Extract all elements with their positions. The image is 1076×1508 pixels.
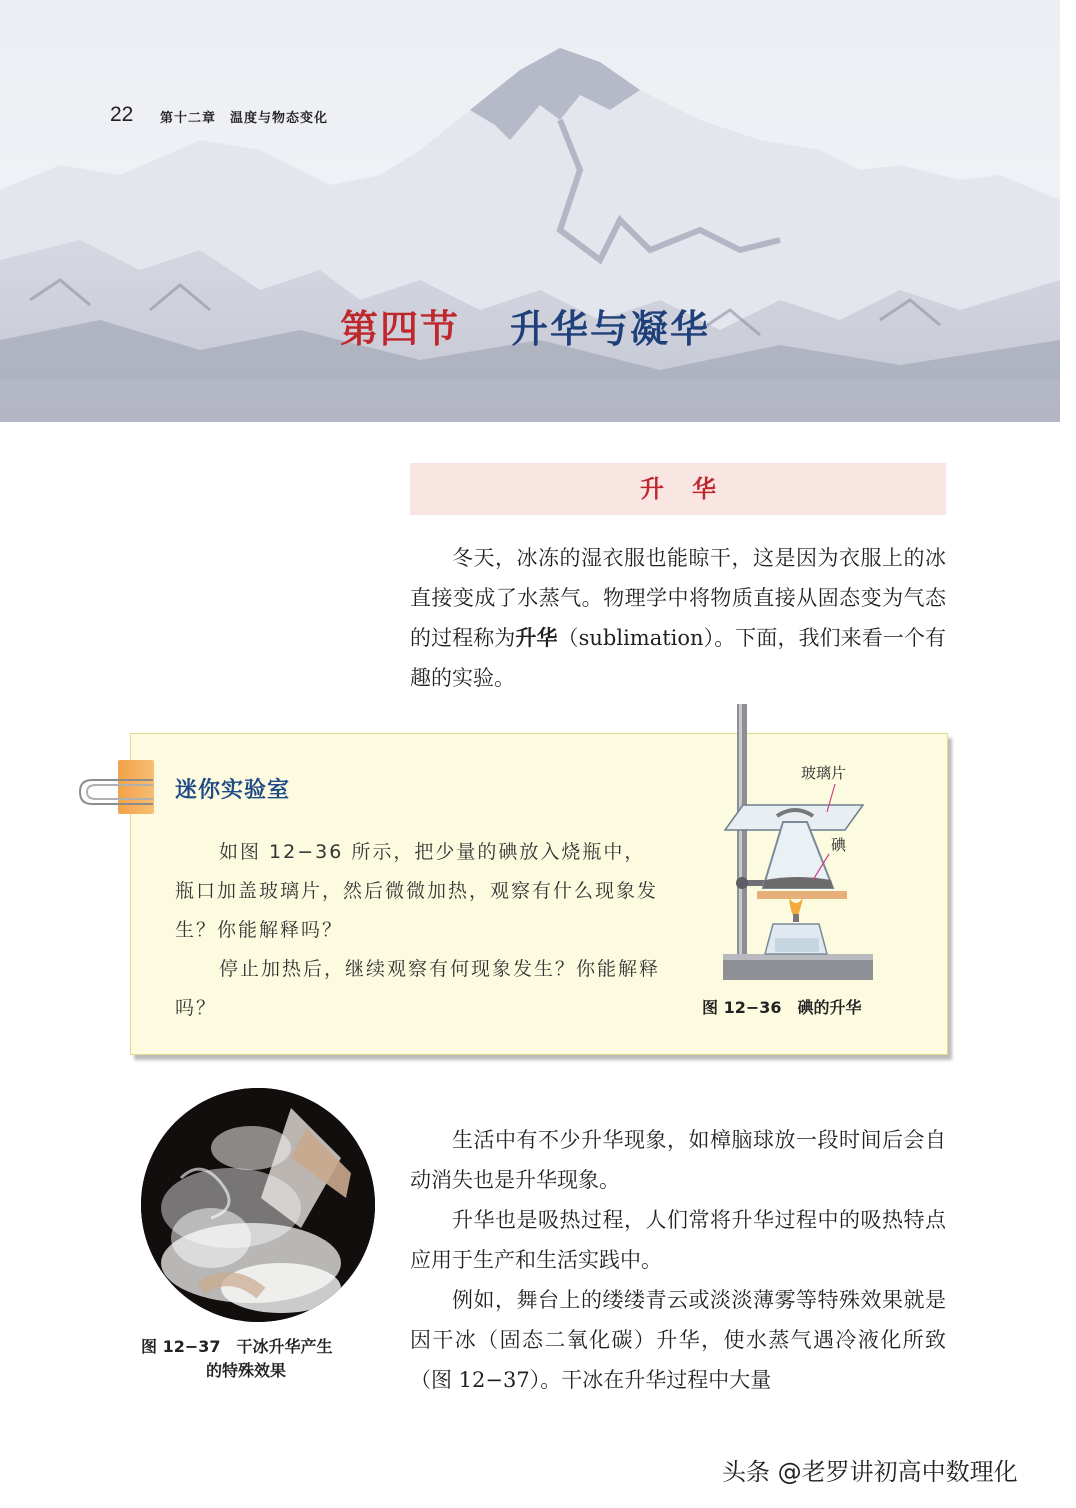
section-title: 升华与凝华 [510, 307, 711, 351]
dry-ice-sublimation-photo [141, 1088, 375, 1322]
figure-12-36-caption: 图 12−36 碘的升华 [702, 998, 862, 1017]
mini-lab-paragraph: 停止加热后，继续观察有何现象发生？你能解释吗？ [175, 958, 661, 1019]
mini-lab-title: 迷你实验室 [175, 778, 291, 803]
intro-text-after: （sublimation）。下面，我们来看一个有趣的实验。 [410, 626, 946, 690]
body-paragraph: 生活中有不少升华现象，如樟脑球放一段时间后会自动消失也是升华现象。 [410, 1128, 946, 1192]
figure-12-37-caption-line1: 图 12−37 干冰升华产生 [141, 1337, 333, 1356]
iodine-sublimation-apparatus-image [715, 702, 875, 982]
body-paragraph: 例如，舞台上的缕缕青云或淡淡薄雾等特殊效果就是因干冰（固态二氧化碳）升华，使水蒸气遇冷液化所致（图 12−37）。干冰在升华过程中大量 [410, 1288, 946, 1392]
term-sublimation: 升华 [515, 626, 558, 650]
watermark: 头条 @老罗讲初高中数理化 [722, 1458, 1018, 1486]
body-text [410, 1120, 946, 1400]
body-paragraph: 升华也是吸热过程，人们常将升华过程中的吸热特点应用于生产和生活实践中。 [410, 1208, 946, 1272]
figure-12-37-caption-line2: 的特殊效果 [206, 1361, 287, 1380]
dry-ice-image [141, 1088, 375, 1322]
chapter-header-banner [0, 0, 1060, 422]
subsection-title: 升华 [410, 463, 946, 515]
chapter-title: 第十二章 温度与物态变化 [160, 111, 329, 126]
paper-clip-icon [78, 772, 158, 814]
iodine-label: 碘 [831, 836, 847, 854]
mountain-background-image [0, 0, 1060, 422]
mini-lab-text [175, 833, 660, 1028]
intro-text-before: 冬天，冰冻的湿衣服也能晾干，这是因为衣服上的冰直接变成了水蒸气。物理学中将物质直接从固态变为气态的过程称为 [410, 546, 946, 650]
section-heading [340, 298, 710, 353]
section-number: 第四节 [340, 306, 461, 351]
page-number: 22 [110, 103, 134, 126]
glass-plate-label: 玻璃片 [801, 764, 847, 782]
intro-paragraph [410, 538, 946, 698]
mini-lab-paragraph: 如图 12−36 所示，把少量的碘放入烧瓶中，瓶口加盖玻璃片，然后微微加热，观察有什么现象发生？你能解释吗？ [175, 841, 659, 941]
